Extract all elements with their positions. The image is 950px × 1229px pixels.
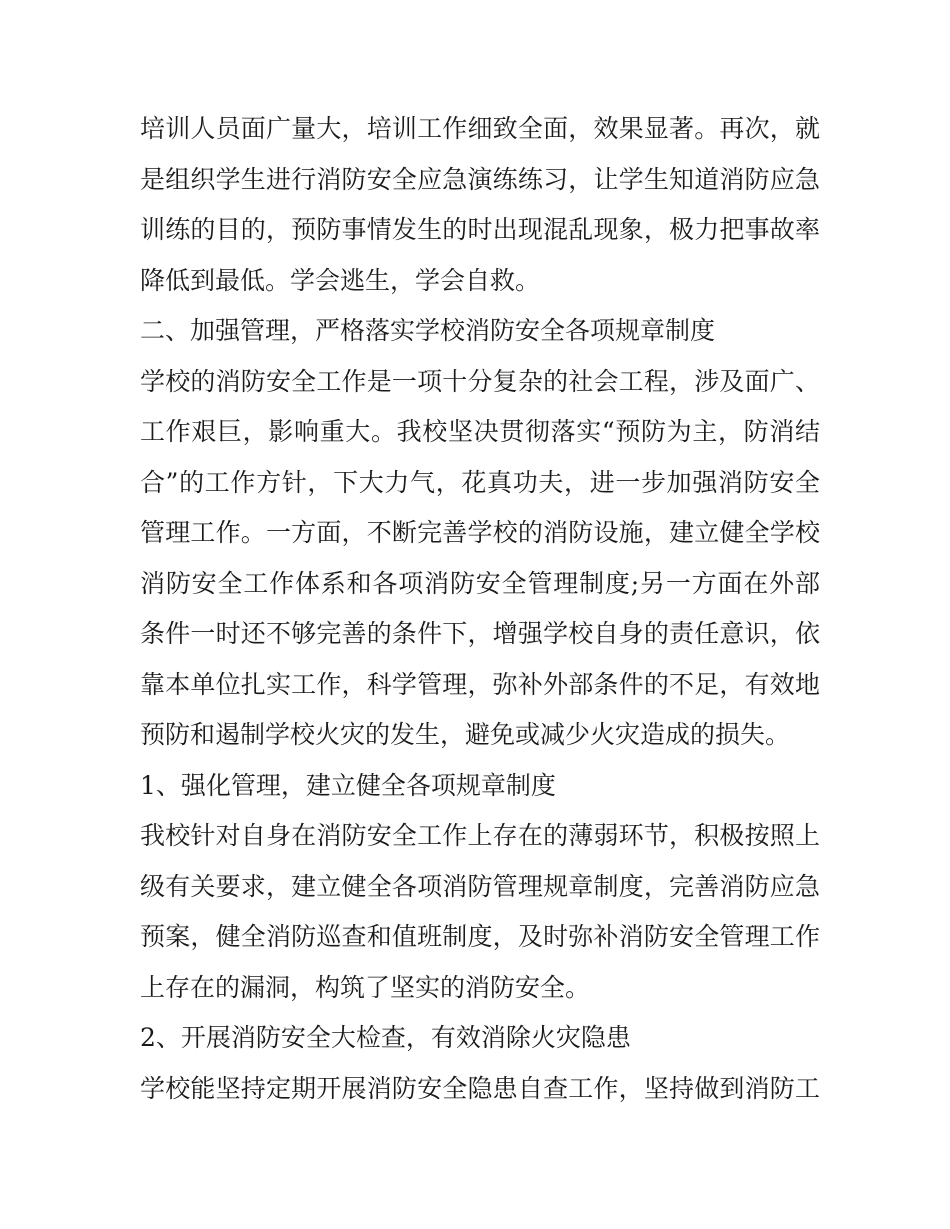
- paragraph-line: 预防和遏制学校火灾的发生，避免或减少火灾造成的损失。: [140, 720, 791, 749]
- paragraph-line: 消防安全工作体系和各项消防安全管理制度;另一方面在外部: [140, 568, 820, 598]
- document-body: [140, 104, 820, 1114]
- paragraph-line: 预案，健全消防巡查和值班制度，及时弥补消防安全管理工作: [140, 922, 820, 951]
- paragraph-line: 我校针对自身在消防安全工作上存在的薄弱环节，积极按照上: [140, 821, 820, 850]
- paragraph-line: 管理工作。一方面，不断完善学校的消防设施，建立健全学校: [140, 518, 820, 547]
- paragraph-line: 是组织学生进行消防安全应急演练练习，让学生知道消防应急: [140, 164, 820, 194]
- paragraph-line: 条件一时还不够完善的条件下，增强学校自身的责任意识，依: [140, 619, 820, 648]
- paragraph-line: 级有关要求，建立健全各项消防管理规章制度，完善消防应急: [140, 871, 820, 901]
- paragraph-line: 降低到最低。学会逃生，学会自救。: [140, 265, 541, 295]
- paragraph-line: 培训人员面广量大，培训工作细致全面，效果显著。再次，就: [140, 114, 820, 143]
- paragraph-line: 靠本单位扎实工作，科学管理，弥补外部条件的不足，有效地: [140, 669, 820, 699]
- paragraph-line: 学校的消防安全工作是一项十分复杂的社会工程，涉及面广、: [140, 366, 820, 396]
- paragraph-line: 上存在的漏洞，构筑了坚实的消防安全。: [140, 972, 591, 1002]
- subsection-heading: 1、强化管理，建立健全各项规章制度: [140, 770, 556, 800]
- section-heading: 二、加强管理，严格落实学校消防安全各项规章制度: [140, 316, 716, 345]
- subsection-heading: 2、开展消防安全大检查，有效消除火灾隐患: [140, 1023, 631, 1052]
- paragraph-line: 学校能坚持定期开展消防安全隐患自查工作，坚持做到消防工: [140, 1073, 820, 1103]
- paragraph-line: 合”的工作方针，下大力气，花真功夫，进一步加强消防安全: [140, 467, 820, 497]
- paragraph-line: 工作艰巨，影响重大。我校坚决贯彻落实“预防为主，防消结: [140, 417, 820, 446]
- paragraph-line: 训练的目的，预防事情发生的时出现混乱现象，极力把事故率: [140, 215, 820, 244]
